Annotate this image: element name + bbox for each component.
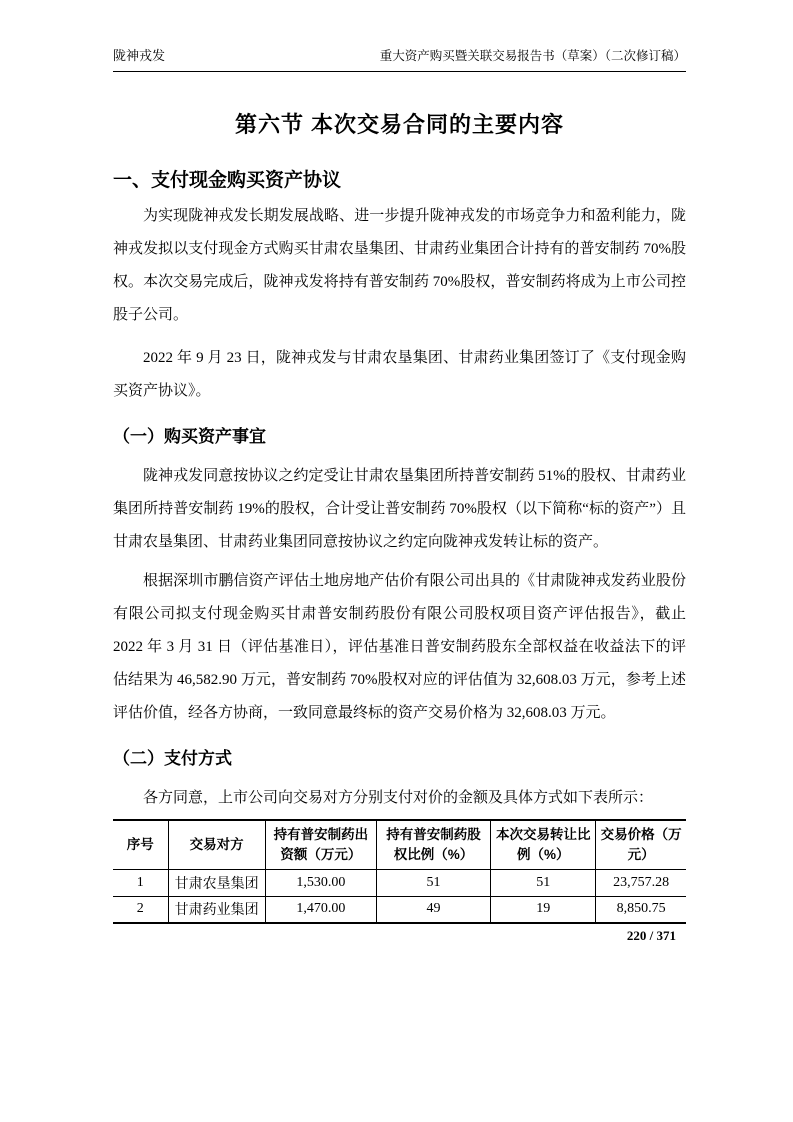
table-cell: 2 (113, 896, 168, 923)
payment-table-row (113, 869, 686, 896)
section1-2-paragraph-1: 各方同意，上市公司向交易对方分别支付对价的金额及具体方式如下表所示： (143, 790, 654, 806)
section1-paragraph-2: 2022 年 9 月 23 日，陇神戎发与甘肃农垦集团、甘肃药业集团签订了《支付现金购买资产协议》。 (113, 350, 686, 399)
page-number: 220 / 371 (626, 928, 676, 943)
table-header-cell: 持有普安制药股权比例（%） (376, 820, 490, 869)
table-cell: 8,850.75 (596, 896, 686, 923)
table-header-cell: 本次交易转让比例（%） (491, 820, 596, 869)
table-cell: 51 (491, 869, 596, 896)
table-cell: 49 (376, 896, 490, 923)
payment-table (113, 819, 686, 924)
table-cell: 1,530.00 (265, 869, 376, 896)
running-header (113, 0, 686, 72)
table-header-cell: 持有普安制药出资额（万元） (265, 820, 376, 869)
payment-table-header-row (113, 820, 686, 869)
section1-2-heading: （二）支付方式 (113, 749, 232, 768)
table-cell: 甘肃农垦集团 (168, 869, 265, 896)
running-header-left: 陇神戎发 (113, 48, 166, 63)
table-cell: 23,757.28 (596, 869, 686, 896)
table-header-cell: 交易价格（万元） (596, 820, 686, 869)
table-cell: 19 (491, 896, 596, 923)
table-cell: 51 (376, 869, 490, 896)
section1-heading: 一、支付现金购买资产协议 (113, 170, 342, 191)
section1-1-heading: （一）购买资产事宜 (113, 427, 266, 446)
payment-table-row (113, 896, 686, 923)
section1-1-paragraph-2: 根据深圳市鹏信资产评估土地房地产估价有限公司出具的《甘肃陇神戎发药业股份有限公司拟支付现金购买甘肃普安制药股份有限公司股权项目资产评估报告》，截止 2022 年 3 月 31 日（评估基准日），评估基准日普安制药股东全部权益在收益法下的评估结果为 46,582.90 万元，普安制药 70%股权对应的评估值为 32,608.03 万元，参考上述评估价值，经各方协商，一致同意最终标的资产交易价格为 32,608.03 万元。 (113, 573, 686, 721)
table-cell: 甘肃药业集团 (168, 896, 265, 923)
section1-paragraph-1: 为实现陇神戎发长期发展战略、进一步提升陇神戎发的市场竞争力和盈利能力，陇神戎发拟以支付现金方式购买甘肃农垦集团、甘肃药业集团合计持有的普安制药 70%股权。本次交易完成后，陇神戎发将持有普安制药 70%股权，普安制药将成为上市公司控股子公司。 (113, 208, 686, 323)
chapter-title: 第六节 本次交易合同的主要内容 (234, 112, 565, 137)
section1-1-paragraph-1: 陇神戎发同意按协议之约定受让甘肃农垦集团所持普安制药 51%的股权、甘肃药业集团所持普安制药 19%的股权，合计受让普安制药 70%股权（以下简称“标的资产”）且甘肃农垦集团、甘肃药业集团同意按协议之约定向陇神戎发转让标的资产。 (113, 468, 686, 550)
table-header-cell: 交易对方 (168, 820, 265, 869)
table-cell: 1 (113, 869, 168, 896)
running-header-right: 重大资产购买暨关联交易报告书（草案）（二次修订稿） (379, 49, 686, 63)
table-cell: 1,470.00 (265, 896, 376, 923)
table-header-cell: 序号 (113, 820, 168, 869)
